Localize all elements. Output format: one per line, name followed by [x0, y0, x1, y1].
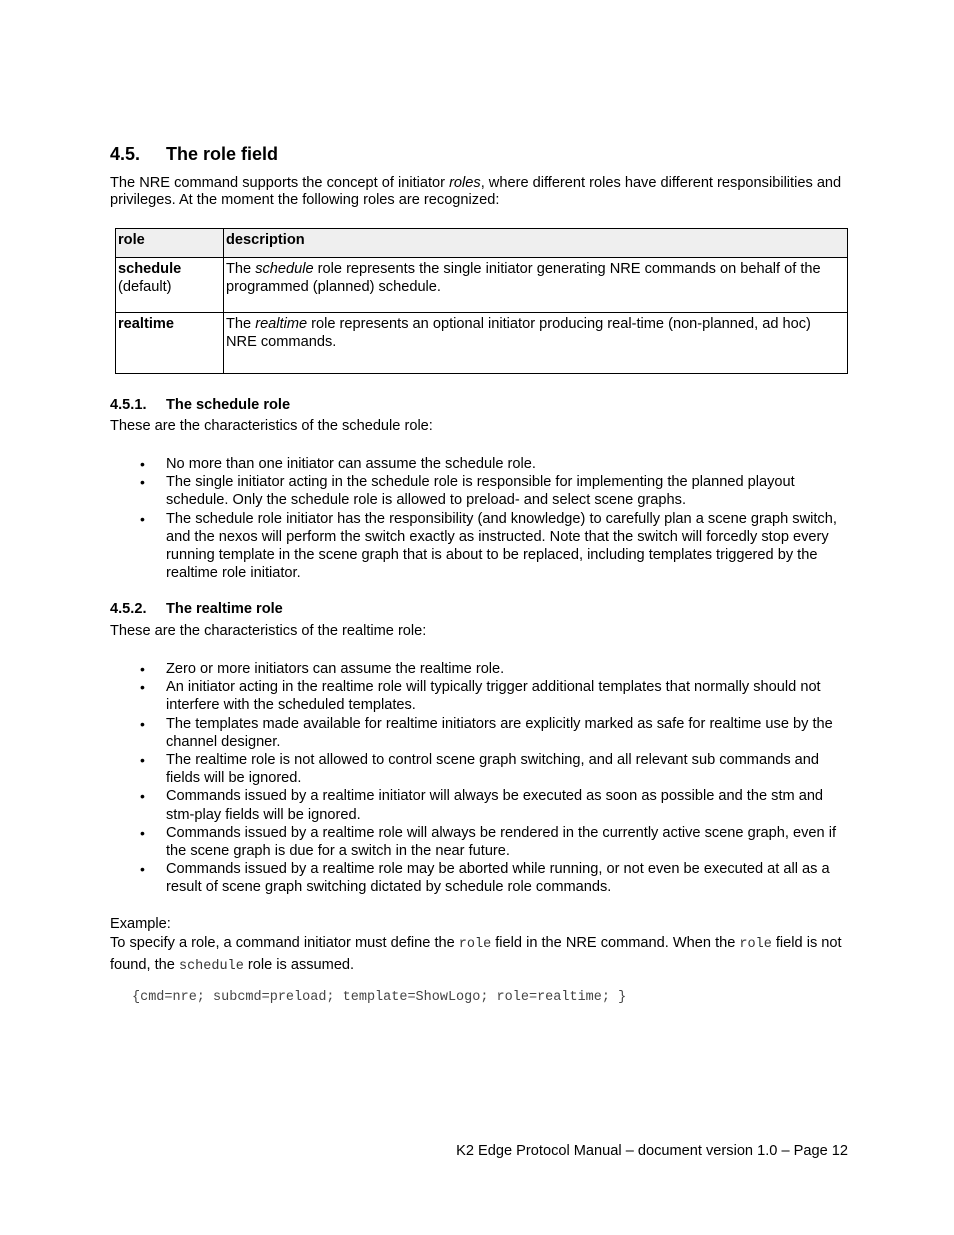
- list-item-text: The templates made available for realtime initiators are explicitly marked as safe for realtime use by the channel designer.: [166, 715, 833, 750]
- bullet-icon: •: [140, 861, 145, 878]
- list-item: [110, 751, 850, 787]
- section-heading: [110, 144, 278, 165]
- bullet-icon: •: [140, 752, 145, 769]
- section-number: 4.5.: [110, 144, 141, 164]
- list-item: [110, 860, 850, 896]
- example-label: Example:: [110, 916, 171, 932]
- section-title: The role field: [166, 144, 279, 164]
- list-item: [110, 787, 850, 823]
- list-item-text: Commands issued by a realtime role will always be rendered in the currently active scene graph, even if the scene graph is due for a switch in the near future.: [166, 824, 837, 860]
- list-item-text: Commands issued by a realtime role may be aborted while running, or not even be executed at all as a result of scene graph switching dictated by schedule role commands.: [166, 861, 830, 896]
- subsection-heading-realtime: 4.5.2. The realtime role: [110, 601, 283, 617]
- bullet-icon: •: [140, 679, 145, 696]
- bullet-icon: •: [140, 715, 145, 732]
- list-item-text: No more than one initiator can assume the schedule role.: [166, 456, 536, 472]
- inline-code: schedule: [178, 959, 244, 975]
- list-item: [110, 660, 850, 678]
- list-item: [110, 510, 850, 583]
- schedule-lead: These are the characteristics of the schedule role:: [110, 418, 433, 434]
- header-role: role: [116, 229, 224, 258]
- inline-code: role: [739, 937, 772, 953]
- role-cell: [116, 258, 224, 313]
- list-item-text: The realtime role is not allowed to control scene graph switching, and all relevant sub commands and fields will be ignored.: [166, 752, 820, 787]
- list-item-text: The single initiator acting in the schedule role is responsible for implementing the planned playout schedule. Only the schedule role is allowed to preload- and select scene graphs.: [166, 474, 795, 509]
- list-item-text: An initiator acting in the realtime role will typically trigger additional templates that normally should not interfere with the scheduled templates.: [166, 679, 821, 714]
- bullet-icon: •: [140, 456, 145, 472]
- roles-table: [115, 228, 848, 374]
- role-name: realtime: [118, 316, 174, 332]
- realtime-lead: These are the characteristics of the realtime role:: [110, 623, 427, 639]
- role-cell: [116, 313, 224, 374]
- role-note: (default): [118, 279, 172, 295]
- role-name: schedule: [118, 261, 182, 277]
- bullet-icon: •: [140, 788, 145, 805]
- realtime-bullet-list: [110, 660, 850, 897]
- roles-table-header: [116, 229, 848, 258]
- list-item-text: Zero or more initiators can assume the realtime role.: [166, 661, 505, 677]
- list-item: [110, 678, 850, 714]
- example-text: To specify a role, a command initiator must define the role field in the NRE command. When the role field is not found, the schedule role is assumed.: [110, 935, 842, 975]
- list-item-text: The schedule role initiator has the responsibility (and knowledge) to carefully plan a scene graph switch, and the nexos will perform the switch exactly as instructed. Note that the switch will forcedly stop every running template in the scene graph that is about to be replaced, including templates triggered by the realtime role initiator.: [166, 510, 837, 582]
- code-example: {cmd=nre; subcmd=preload; template=ShowLogo; role=realtime; }: [132, 990, 627, 1005]
- schedule-bullet-list: [110, 455, 850, 582]
- bullet-icon: •: [140, 824, 145, 841]
- page-footer: K2 Edge Protocol Manual – document version 1.0 – Page 12: [456, 1143, 848, 1159]
- subsection-heading-schedule: 4.5.1. The schedule role: [110, 397, 291, 413]
- list-item: [110, 473, 850, 509]
- description-cell: The realtime role represents an optional initiator producing real-time (non-planned, ad hoc) NRE commands.: [224, 313, 848, 374]
- bullet-icon: •: [140, 510, 145, 527]
- inline-code: role: [458, 937, 492, 953]
- section-intro: The NRE command supports the concept of initiator roles, where different roles have different responsibilities and privileges. At the moment the following roles are recognized:: [110, 175, 842, 209]
- header-description: description: [224, 229, 848, 258]
- bullet-icon: •: [140, 474, 145, 491]
- bullet-icon: •: [140, 661, 145, 677]
- table-row: [116, 313, 848, 374]
- description-cell: The schedule role represents the single initiator generating NRE commands on behalf of the programmed (planned) schedule.: [224, 258, 848, 313]
- table-row: [116, 258, 848, 313]
- list-item: [110, 455, 850, 473]
- roles-emphasis: roles: [449, 175, 481, 191]
- list-item: [110, 715, 850, 751]
- list-item-text: Commands issued by a realtime initiator will always be executed as soon as possible and the stm and stm-play fields will be ignored.: [166, 788, 824, 823]
- list-item: [110, 824, 850, 860]
- example-section: [110, 916, 850, 977]
